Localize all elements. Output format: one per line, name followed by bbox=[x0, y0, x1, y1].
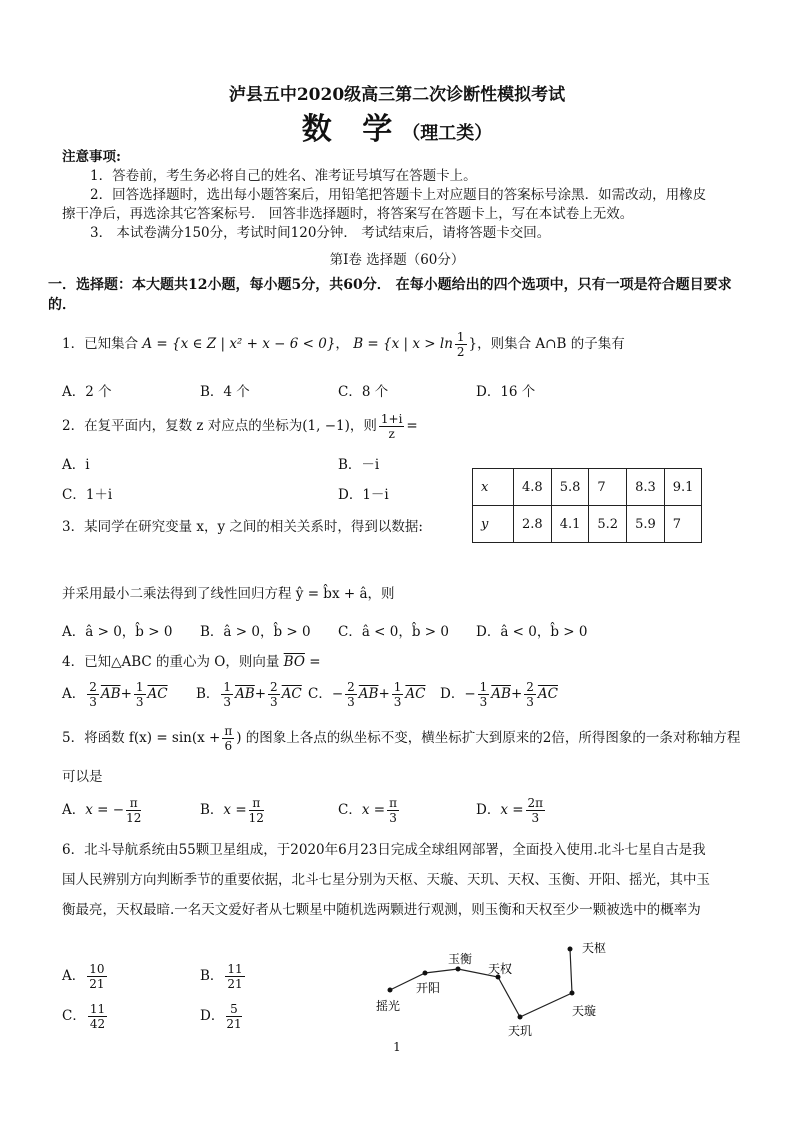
question-3: 3．某同学在研究变量 x，y 之间的相关关系时，得到以数据: bbox=[62, 519, 423, 535]
label-yuheng: 玉衡 bbox=[448, 952, 473, 966]
star-yaoguang bbox=[388, 988, 393, 993]
table-cell: 5.2 bbox=[589, 506, 627, 543]
star-tianji bbox=[518, 1015, 523, 1020]
table-cell: 9.1 bbox=[664, 469, 702, 506]
q6-option-d: D． $\frac{5}{21}$ bbox=[200, 1002, 242, 1031]
question-5: 5．将函数 f(x) = sin(x + $\frac{\pi}{6}$ ) 的图象上各点的纵坐标不变，横坐标扩大到原来的2倍，所得图象的一条对称轴方程 bbox=[62, 724, 741, 753]
question-4: 4．已知△ABC 的重心为 O，则向量 $\overline{BO}$ = bbox=[62, 654, 321, 670]
q2-option-d: D．1－i bbox=[338, 487, 389, 503]
q1-option-b: B．4 个 bbox=[200, 384, 250, 400]
label-yaoguang: 摇光 bbox=[376, 999, 401, 1013]
question-5-cont: 可以是 bbox=[62, 769, 103, 785]
data-table bbox=[472, 468, 702, 543]
label-tianxuan: 天璇 bbox=[572, 1004, 597, 1018]
exam-title: 泸县五中2020级高三第二次诊断性模拟考试 bbox=[228, 85, 566, 105]
question-3-follow: 并采用最小二乘法得到了线性回归方程 ŷ = b̂x + â，则 bbox=[62, 586, 395, 602]
notice-heading: 注意事项: bbox=[62, 149, 121, 165]
notice-item-3: 3． 本试卷满分150分，考试时间120分钟． 考试结束后，请将答题卡交回。 bbox=[90, 225, 551, 241]
vector-bo: $\overline{BO}$ bbox=[283, 654, 305, 670]
big-dipper-diagram bbox=[360, 935, 620, 1045]
q1-option-c: C．8 个 bbox=[338, 384, 389, 400]
fraction: $\frac{1}{2}$ bbox=[456, 330, 465, 359]
star-kaiyang bbox=[423, 971, 428, 976]
q5-option-a: A．x = − $\frac{\pi}{12}$ bbox=[62, 796, 142, 825]
q1-option-d: D．16 个 bbox=[476, 384, 536, 400]
part1-heading: 第Ⅰ卷 选择题（60分） bbox=[329, 252, 465, 268]
notice-item-2-cont: 擦干净后，再选涂其它答案标号． 回答非选择题时，将答案写在答题卡上，写在本试卷上无效。 bbox=[62, 206, 634, 222]
star-yuheng bbox=[456, 967, 461, 972]
table-cell: 5.8 bbox=[551, 469, 589, 506]
q2-option-b: B．－i bbox=[338, 457, 380, 473]
table-header-x: x bbox=[473, 469, 514, 506]
q5-option-c: C．x = $\frac{\pi}{3}$ bbox=[338, 796, 397, 825]
label-kaiyang: 开阳 bbox=[416, 981, 441, 995]
table-cell: 4.1 bbox=[551, 506, 589, 543]
section-instruction: 一．选择题：本大题共12小题，每小题5分，共60分． 在每小题给出的四个选项中，只有一项是符合题目要求 bbox=[48, 277, 732, 293]
table-cell: 5.9 bbox=[627, 506, 665, 543]
subject-type: （理工类） bbox=[402, 123, 493, 144]
notice-item-2: 2．回答选择题时，选出每小题答案后，用铅笔把答题卡上对应题目的答案标号涂黑．如需改动，用橡皮 bbox=[90, 187, 707, 203]
question-1: 1．已知集合 A = {x ∈ Z | x² + x − 6 < 0}， B = {x | x > ln $\frac{1}{2}$ }，则集合 A∩B 的子集有 bbox=[62, 330, 625, 359]
q6-option-a: A． $\frac{10}{21}$ bbox=[62, 962, 105, 991]
q3-option-a: A．â > 0，b̂ > 0 bbox=[62, 624, 173, 640]
q4-option-d: D．− $\frac{1}{3}$ $\overline{AB}+$ $\frac{2}{3}$ $\overline{AC}$ bbox=[440, 680, 558, 709]
q2-option-a: A．i bbox=[62, 457, 90, 473]
q4-option-b: B． $\frac{1}{3}$ $\overline{AB}+$ $\frac{2}{3}$ $\overline{AC}$ bbox=[196, 680, 302, 709]
table-header-y: y bbox=[473, 506, 514, 543]
subject-title bbox=[0, 104, 794, 148]
table-cell: 2.8 bbox=[514, 506, 552, 543]
question-6-line2: 国人民辨别方向判断季节的重要依据，北斗七星分别为天枢、天璇、天玑、天权、玉衡、开阳、摇光，其中玉 bbox=[62, 872, 710, 888]
label-tianquan: 天权 bbox=[488, 962, 513, 976]
fraction: $\frac{1+i}{z}$ bbox=[380, 412, 403, 441]
q2-option-c: C．1＋i bbox=[62, 487, 113, 503]
q6-option-b: B． $\frac{11}{21}$ bbox=[200, 962, 243, 991]
table-cell: 7 bbox=[589, 469, 627, 506]
star-tianxuan bbox=[570, 991, 575, 996]
q3-option-d: D．â < 0，b̂ > 0 bbox=[476, 624, 588, 640]
question-6: 6．北斗导航系统由55颗卫星组成，于2020年6月23日完成全球组网部署，全面投入使用.北斗七星自古是我 bbox=[62, 842, 706, 858]
table-cell: 7 bbox=[664, 506, 702, 543]
q5-option-b: B．x = $\frac{\pi}{12}$ bbox=[200, 796, 264, 825]
q6-option-c: C． $\frac{11}{42}$ bbox=[62, 1002, 106, 1031]
set-a: A = {x ∈ Z | x² + x − 6 < 0} bbox=[142, 336, 336, 352]
table-row bbox=[473, 506, 702, 543]
table-cell: 4.8 bbox=[514, 469, 552, 506]
q3-option-c: C．â < 0，b̂ > 0 bbox=[338, 624, 449, 640]
page-number: 1 bbox=[393, 1040, 401, 1054]
label-tianji: 天玑 bbox=[508, 1024, 533, 1038]
q1-option-a: A．2 个 bbox=[62, 384, 112, 400]
question-6-line3: 衡最亮，天权最暗.一名天文爱好者从七颗星中随机选两颗进行观测，则玉衡和天权至少一颗被选中的概率为 bbox=[62, 902, 701, 918]
set-b: B = {x | x > ln bbox=[353, 336, 453, 352]
notice-item-1: 1．答卷前，考生务必将自己的姓名、准考证号填写在答题卡上。 bbox=[90, 168, 477, 184]
table-row bbox=[473, 469, 702, 506]
star-tianshu bbox=[568, 947, 573, 952]
question-2: 2．在复平面内，复数 z 对应点的坐标为(1, −1)，则 $\frac{1+i}{z}$ = bbox=[62, 412, 418, 441]
q5-option-d: D．x = $\frac{2\pi}{3}$ bbox=[476, 796, 544, 825]
subject-name: 数 学 bbox=[301, 112, 403, 147]
q4-option-a: A． $\frac{2}{3}$ $\overline{AB}+$ $\frac{1}{3}$ $\overline{AC}$ bbox=[62, 680, 168, 709]
table-cell: 8.3 bbox=[627, 469, 665, 506]
section-instruction-cont: 的． bbox=[48, 297, 76, 313]
q3-option-b: B．â > 0，b̂ > 0 bbox=[200, 624, 311, 640]
label-tianshu: 天枢 bbox=[582, 941, 607, 955]
q4-option-c: C．− $\frac{2}{3}$ $\overline{AB}+$ $\frac{1}{3}$ $\overline{AC}$ bbox=[308, 680, 426, 709]
